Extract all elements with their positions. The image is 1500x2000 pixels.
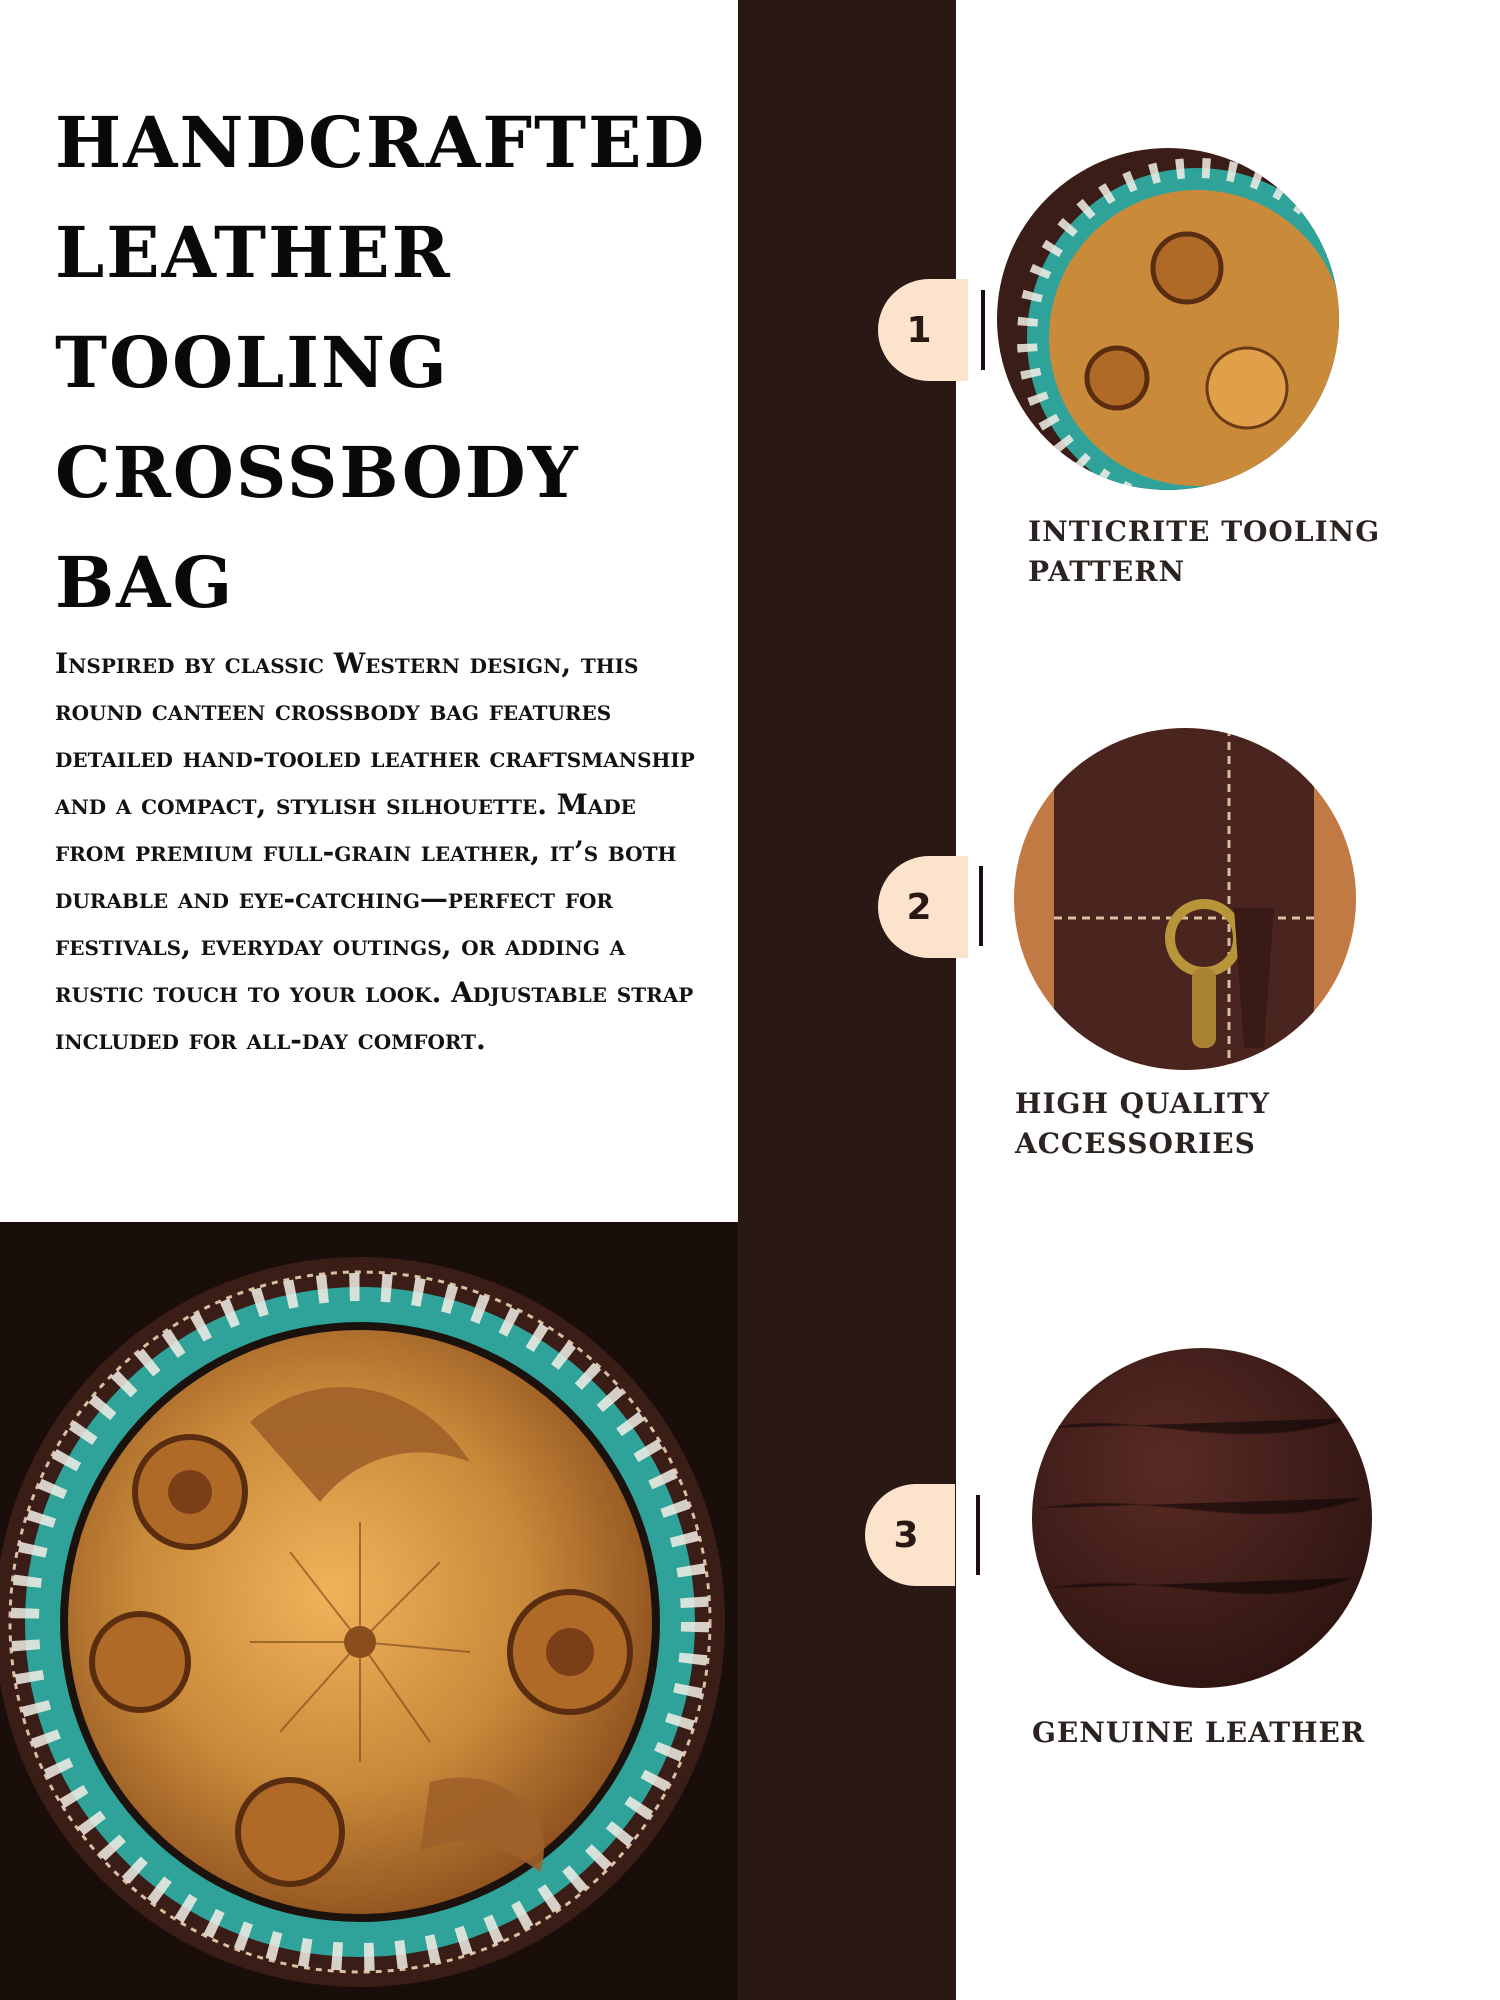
feature-caption [1015,1084,1270,1164]
product-description: Inspired by classic Western design, this round canteen crossbody bag features detailed hand-tooled leather craftsmanship and a compact, stylish silhouette. Made from premium full-grain leather, it’s both durable and eye-catching—perfect for festivals, everyday outings, or adding a rustic touch to your look. Adjustable strap included for all-day comfort. [55,647,695,1056]
caption-line: GENUINE LEATHER [1032,1716,1366,1749]
brass-hardware-closeup-icon [1014,728,1356,1070]
caption-line: PATTERN [1028,555,1186,588]
feature-number: 3 [893,1514,919,1556]
caption-line: HIGH QUALITY [1015,1087,1270,1120]
feature-number: 1 [906,309,932,351]
title-line: CROSSBODY [55,431,580,514]
tooled-leather-closeup-photo [997,148,1339,490]
leather-grain-closeup-icon [1032,1348,1372,1688]
brass-hardware-closeup-photo [1014,728,1356,1070]
title-line: TOOLING [55,321,449,404]
feature-caption [1032,1713,1365,1753]
caption-line: ACCESSORIES [1015,1127,1256,1160]
tooled-leather-closeup-icon [997,148,1339,490]
divider-bar [979,866,983,946]
divider-bar [976,1495,980,1575]
title-line: HANDCRAFTED [55,101,707,184]
leather-grain-closeup-photo [1032,1348,1372,1688]
caption-line: INTICRITE TOOLING [1028,515,1381,548]
product-title [55,88,715,638]
tooled-bag-illustration [0,1222,738,2000]
tooled-bag-photo [0,1222,738,2000]
feature-caption [1028,512,1380,592]
feature-number: 2 [906,886,932,928]
title-line: BAG [55,541,235,624]
divider-bar [981,290,985,370]
title-line: LEATHER [55,211,452,294]
